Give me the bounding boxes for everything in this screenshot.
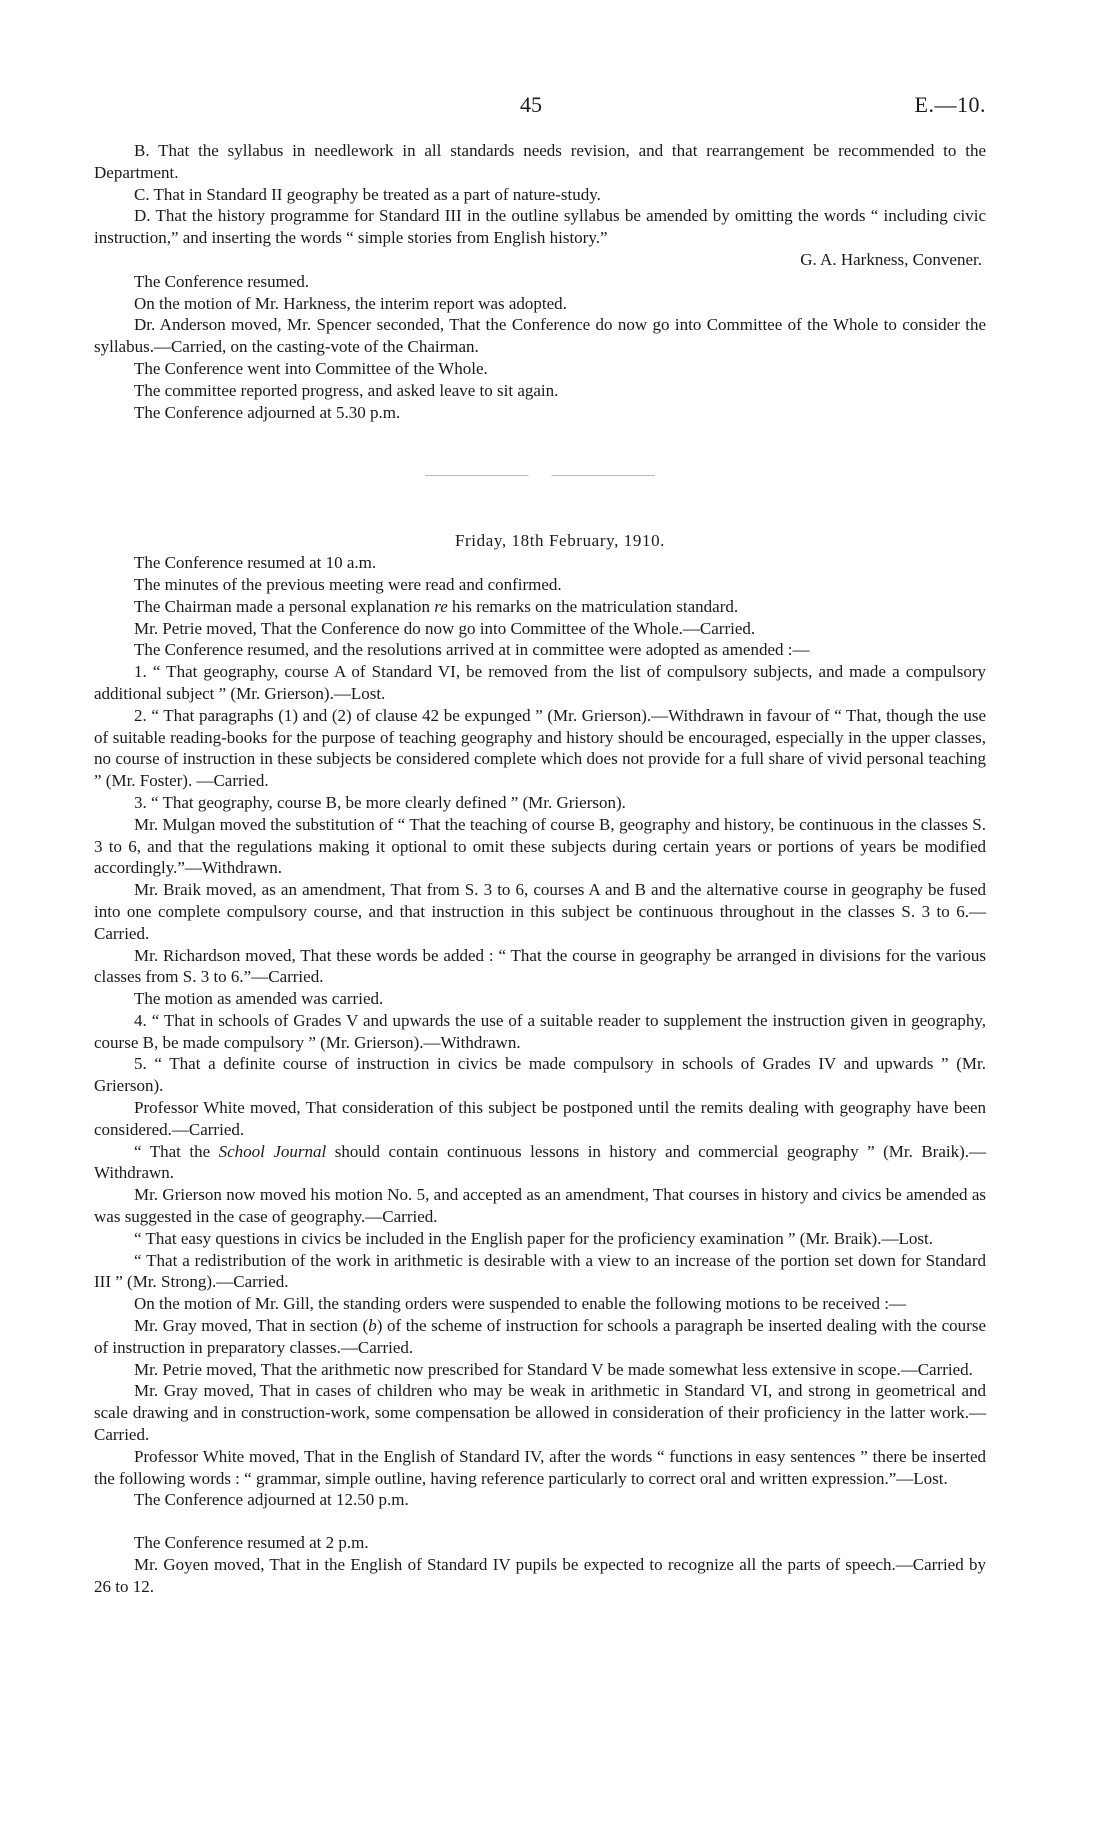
paragraph: The Conference resumed. — [134, 271, 310, 291]
paragraph: 1. “ That geography, course A of Standard VI, be removed from the list of compulsory subjects, and made a compulsory additional subject ” (Mr. Grierson).—Lost. — [94, 662, 986, 703]
paragraph: B. That the syllabus in needlework in all standards needs revision, and that rearrangement be recommended to the Department. — [94, 141, 986, 182]
text-span: ) of the scheme of instruction for schools a paragraph be inserted dealing with the course of instruction in preparatory classes.—Carried. — [94, 1316, 986, 1357]
italic-text: School Journal — [218, 1141, 327, 1161]
text-span: should contain continuous lessons in history and commercial geography ” (Mr. Braik).—Withdrawn. — [94, 1141, 986, 1183]
convener-signature: G. A. Harkness, Convener. — [800, 249, 982, 269]
italic-text: re — [434, 596, 448, 616]
paragraph: The motion as amended was carried. — [134, 989, 384, 1009]
paragraph: The Conference adjourned at 5.30 p.m. — [134, 402, 401, 422]
paragraph: The committee reported progress, and asked leave to sit again. — [134, 380, 559, 400]
text-span: Mr. Gray moved, That in section ( — [134, 1316, 369, 1336]
paragraph: Mr. Richardson moved, That these words be added : “ That the course in geography be arranged in divisions for the various classes from S. 3 to 6.”—Carried. — [94, 945, 986, 987]
date-heading: Friday, 18th February, 1910. — [454, 531, 666, 551]
paragraph: Mr. Mulgan moved the substitution of “ That the teaching of course B, geography and history, be continuous in the classes S. 3 to 6, and that the regulations making it optional to omit these subjects during certain years or portions of years be modified accordingly.”—Withdrawn. — [94, 814, 986, 878]
paragraph: “ That easy questions in civics be included in the English paper for the proficiency examination ” (Mr. Braik).—Lost. — [134, 1228, 933, 1248]
text-span: The Chairman made a personal explanation — [134, 596, 435, 616]
italic-text: b — [368, 1316, 377, 1336]
paragraph: The Conference went into Committee of the Whole. — [134, 358, 488, 378]
paragraph: The Conference resumed, and the resolutions arrived at in committee were adopted as amended :— — [134, 640, 810, 660]
paragraph: The Conference resumed at 2 p.m. — [134, 1533, 369, 1553]
page-header — [0, 92, 1114, 122]
paragraph — [94, 1315, 986, 1359]
paragraph: C. That in Standard II geography be treated as a part of nature-study. — [134, 184, 601, 204]
text-span: his remarks on the matriculation standard. — [447, 596, 739, 616]
paragraph: The Conference resumed at 10 a.m. — [134, 553, 377, 573]
paragraph: On the motion of Mr. Gill, the standing orders were suspended to enable the following motions to be received :— — [134, 1294, 906, 1314]
section-divider — [425, 475, 655, 476]
paragraph: D. That the history programme for Standard III in the outline syllabus be amended by omitting the words “ including civic instruction,” and inserting the words “ simple stories from English history.” — [94, 206, 986, 248]
paragraph: “ That a redistribution of the work in arithmetic is desirable with a view to an increase of the portion set down for Standard III ” (Mr. Strong).—Carried. — [94, 1250, 986, 1292]
paragraph: Dr. Anderson moved, Mr. Spencer seconded, That the Conference do now go into Committee of the Whole to consider the syllabus.—Carried, on the casting-vote of the Chairman. — [94, 315, 986, 357]
paragraph: Mr. Goyen moved, That in the English of Standard IV pupils be expected to recognize all the parts of speech.—Carried by 26 to 12. — [94, 1555, 986, 1596]
paragraph: Professor White moved, That consideration of this subject be postponed until the remits dealing with geography have been considered.—Carried. — [94, 1098, 986, 1139]
text-span: “ That the — [134, 1141, 219, 1161]
paragraph — [94, 1141, 986, 1185]
paragraph: The minutes of the previous meeting were read and confirmed. — [134, 574, 562, 594]
paragraph: Mr. Petrie moved, That the arithmetic now prescribed for Standard V be made somewhat less extensive in scope.—Carried. — [134, 1359, 973, 1379]
paragraph: Mr. Braik moved, as an amendment, That from S. 3 to 6, courses A and B and the alternative course in geography be fused into one complete compulsory course, and that instruction in this subject be continuous throughout in the classes S. 3 to 6.—Carried. — [94, 880, 986, 943]
paragraph: 4. “ That in schools of Grades V and upwards the use of a suitable reader to supplement the instruction given in geography, course B, be made compulsory ” (Mr. Grierson).—Withdrawn. — [94, 1010, 986, 1052]
paragraph: On the motion of Mr. Harkness, the interim report was adopted. — [134, 293, 567, 313]
paragraph: Mr. Gray moved, That in cases of children who may be weak in arithmetic in Standard VI, and strong in geometrical and scale drawing and in construction-work, some compensation be allowed in consideration of their proficiency in the latter work.—Carried. — [94, 1381, 986, 1445]
paragraph — [94, 596, 986, 618]
page-number: 45 — [520, 92, 542, 117]
document-body — [94, 140, 986, 1598]
paragraph: Mr. Grierson now moved his motion No. 5, and accepted as an amendment, That courses in history and civics be amended as was suggested in the case of geography.—Carried. — [94, 1185, 986, 1227]
paragraph: Mr. Petrie moved, That the Conference do now go into Committee of the Whole.—Carried. — [134, 618, 756, 638]
paragraph-gap — [94, 1511, 986, 1532]
paragraph: The Conference adjourned at 12.50 p.m. — [134, 1490, 409, 1510]
document-reference: E.—10. — [914, 92, 986, 117]
paragraph: 5. “ That a definite course of instruction in civics be made compulsory in schools of Grades IV and upwards ” (Mr. Grierson). — [94, 1054, 986, 1096]
paragraph: 2. “ That paragraphs (1) and (2) of clause 42 be expunged ” (Mr. Grierson).—Withdrawn in favour of “ That, though the use of suitable reading-books for the purpose of teaching geography and history should be encouraged, especially in the upper classes, no course of instruction in these subjects be considered complete which does not provide for a full share of vivid personal teaching ” (Mr. Foster). —Carried. — [94, 705, 986, 791]
paragraph: Professor White moved, That in the English of Standard IV, after the words “ functions in easy sentences ” there be inserted the following words : “ grammar, simple outline, having reference particularly to correct oral and written expression.”—Lost. — [94, 1446, 986, 1488]
paragraph: 3. “ That geography, course B, be more clearly defined ” (Mr. Grierson). — [134, 792, 626, 812]
